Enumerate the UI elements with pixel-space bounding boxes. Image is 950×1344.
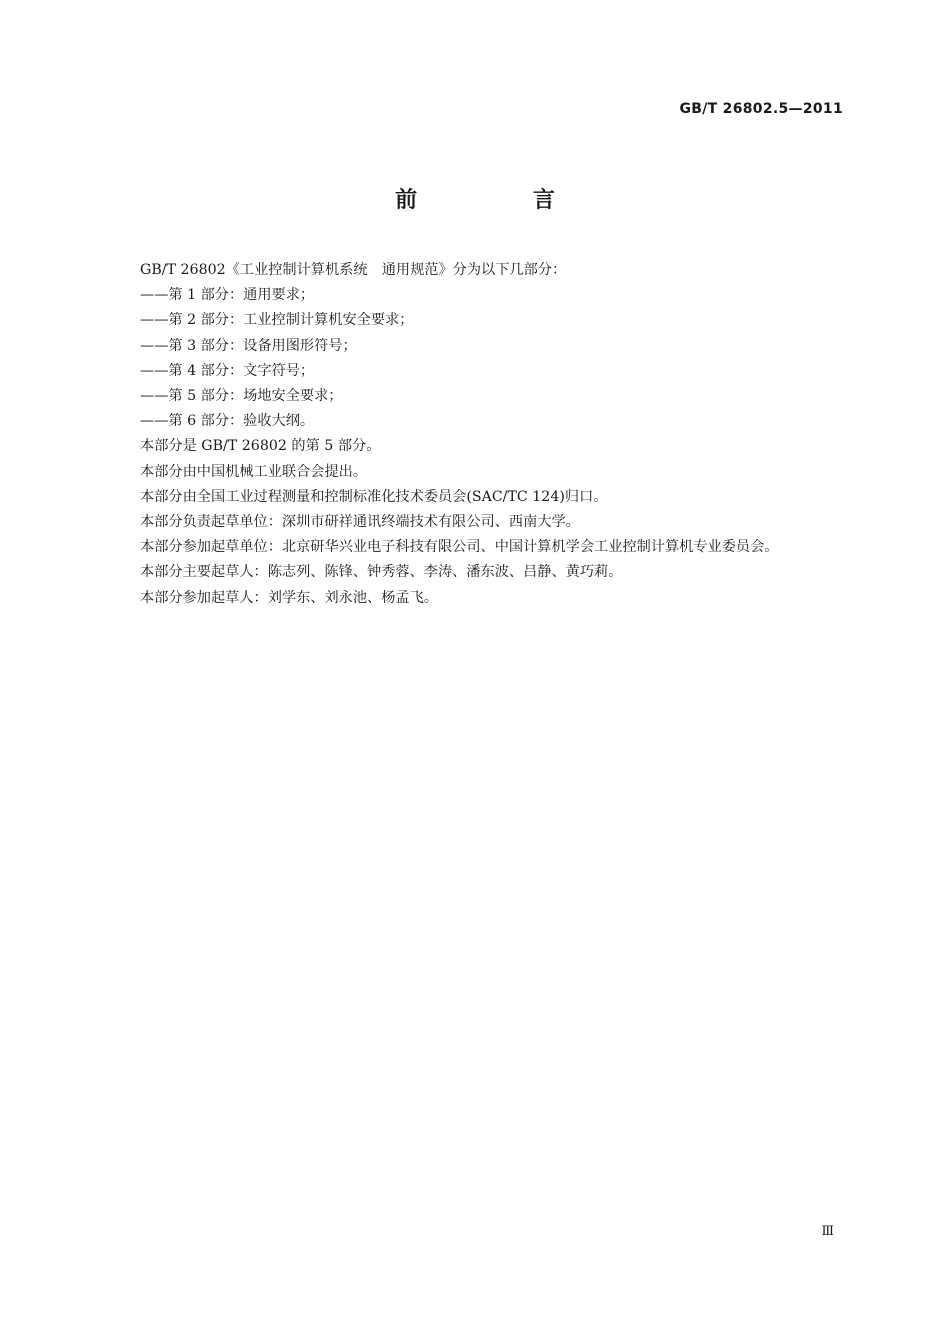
part-statement: 本部分是 GB/T 26802 的第 5 部分。 <box>140 438 381 455</box>
part-1-item: ——第 1 部分：通用要求； <box>140 287 315 304</box>
page-title: 前 言 <box>395 188 609 213</box>
committee-statement: 本部分由全国工业过程测量和控制标准化技术委员会(SAC/TC 124)归口。 <box>140 488 608 505</box>
lead-drafters-units: 本部分负责起草单位：深圳市研祥通讯终端技术有限公司、西南大学。 <box>140 514 580 531</box>
foreword-body <box>108 258 845 611</box>
part-3-item: ——第 3 部分：设备用图形符号； <box>140 337 357 354</box>
part-5-item: ——第 5 部分：场地安全要求； <box>140 388 343 405</box>
standard-number: GB/T 26802.5—2011 <box>679 101 843 117</box>
part-6-item: ——第 6 部分：验收大纲。 <box>140 413 315 430</box>
intro-paragraph: GB/T 26802《工业控制计算机系统 通用规范》分为以下几部分： <box>140 262 567 278</box>
proposer-statement: 本部分由中国机械工业联合会提出。 <box>140 463 368 480</box>
part-4-item: ——第 4 部分：文字符号； <box>140 362 315 379</box>
participating-drafters-units: 本部分参加起草单位：北京研华兴业电子科技有限公司、中国计算机学会工业控制计算机专业委员会。 <box>140 539 779 556</box>
part-2-item: ——第 2 部分：工业控制计算机安全要求； <box>140 312 414 329</box>
page-number: Ⅲ <box>821 1224 834 1239</box>
participating-drafters: 本部分参加起草人：刘学东、刘永池、杨孟飞。 <box>140 589 438 606</box>
main-drafters: 本部分主要起草人：陈志列、陈锋、钟秀蓉、李涛、潘东波、吕静、黄巧莉。 <box>140 564 623 581</box>
